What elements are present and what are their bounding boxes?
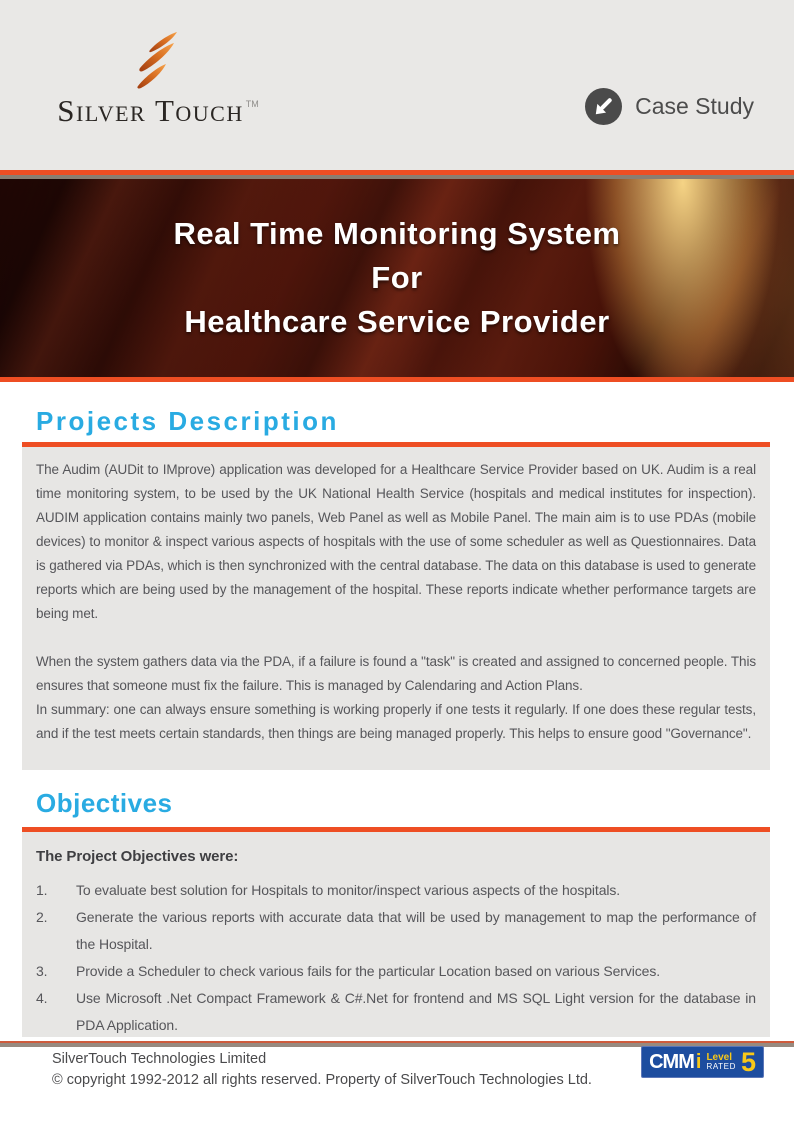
list-item-text: Provide a Scheduler to check various fails for the particular Location based on various Services. [76, 963, 661, 979]
page-header [0, 0, 794, 170]
list-item-number: 1. [36, 882, 48, 898]
list-item [36, 904, 756, 958]
banner-bottom-orange-rule [0, 377, 794, 382]
cmmi-i-text: i [695, 1050, 702, 1073]
cmmi-cmm-text: CMM [649, 1050, 694, 1073]
projects-description-heading: Projects Description [36, 406, 339, 436]
case-study-arrow-icon [585, 88, 622, 125]
description-paragraph-1: The Audim (AUDit to IMprove) application was developed for a Healthcare Service Provider based on UK. Audim is a real time monitoring system, to be used by the UK National Health Service (hospitals and medical institutes for inspection). AUDIM application contains mainly two panels, Web Panel as well as Mobile Panel. The main aim is to use PDAs (mobile devices) to monitor & inspect various aspects of hospitals with the use of some scheduler as well as Questionnaires. Data is gathered via PDAs, which is then synchronized with the central database. The data on this database is used to generate reports which are being used by the management of the hospital. These reports indicate whether performance targets are being met. [36, 462, 756, 621]
document-title [173, 212, 620, 344]
title-banner [0, 179, 794, 377]
cmmi-level-text: Level [706, 1052, 733, 1063]
cmmi-number: 5 [740, 1046, 756, 1077]
list-item [36, 958, 756, 985]
brand-word-second: Touch [154, 93, 244, 128]
brand-swoosh-icon [98, 28, 218, 92]
cmmi-level-rated-stack [706, 1053, 736, 1071]
brand-wordmark [46, 88, 270, 127]
cmmi-rated-text: RATED [706, 1062, 736, 1071]
objectives-box [22, 832, 770, 1037]
title-line-1: Real Time Monitoring System [173, 216, 621, 251]
projects-description-box [22, 447, 770, 770]
description-paragraph-3: In summary: one can always ensure something is working properly if one tests it regularly. If one does these regular tests, and if the test meets certain standards, then things are being managed properly. This helps to ensure good "Governance". [36, 702, 756, 741]
list-item-number: 2. [36, 909, 48, 925]
list-item-text: To evaluate best solution for Hospitals to monitor/inspect various aspects of the hospitals. [76, 882, 621, 898]
footer-company-name: SilverTouch Technologies Limited [52, 1051, 267, 1067]
objectives-list [36, 877, 756, 1037]
list-item-text: Generate the various reports with accurate data that will be used by management to map the performance of the Hospital. [76, 909, 756, 952]
description-paragraph-2: When the system gathers data via the PDA, if a failure is found a "task" is created and assigned to concerned people. This ensures that someone must fix the failure. This is managed by Calendaring and Action Plans. [36, 654, 756, 693]
title-line-2: For [371, 260, 423, 295]
silvertouch-logo [46, 28, 270, 127]
list-item-number: 3. [36, 963, 48, 979]
list-item-text: Use Microsoft .Net Compact Framework & C#.Net for frontend and MS SQL Light version for the database in PDA Application. [76, 990, 756, 1033]
objectives-heading: Objectives [36, 788, 173, 818]
footer-copyright: © copyright 1992-2012 all rights reserved. Property of SilverTouch Technologies Ltd. [52, 1072, 592, 1088]
list-item-number: 4. [36, 990, 48, 1006]
list-item [36, 985, 756, 1037]
title-line-3: Healthcare Service Provider [184, 304, 610, 339]
case-study-badge [585, 88, 754, 125]
case-study-label: Case Study [635, 93, 754, 119]
list-item [36, 877, 756, 904]
objectives-intro: The Project Objectives were: [36, 848, 239, 865]
brand-word-first: Silver [57, 93, 147, 128]
trademark-mark: TM [245, 99, 259, 109]
cmmi-level5-badge [641, 1046, 764, 1078]
